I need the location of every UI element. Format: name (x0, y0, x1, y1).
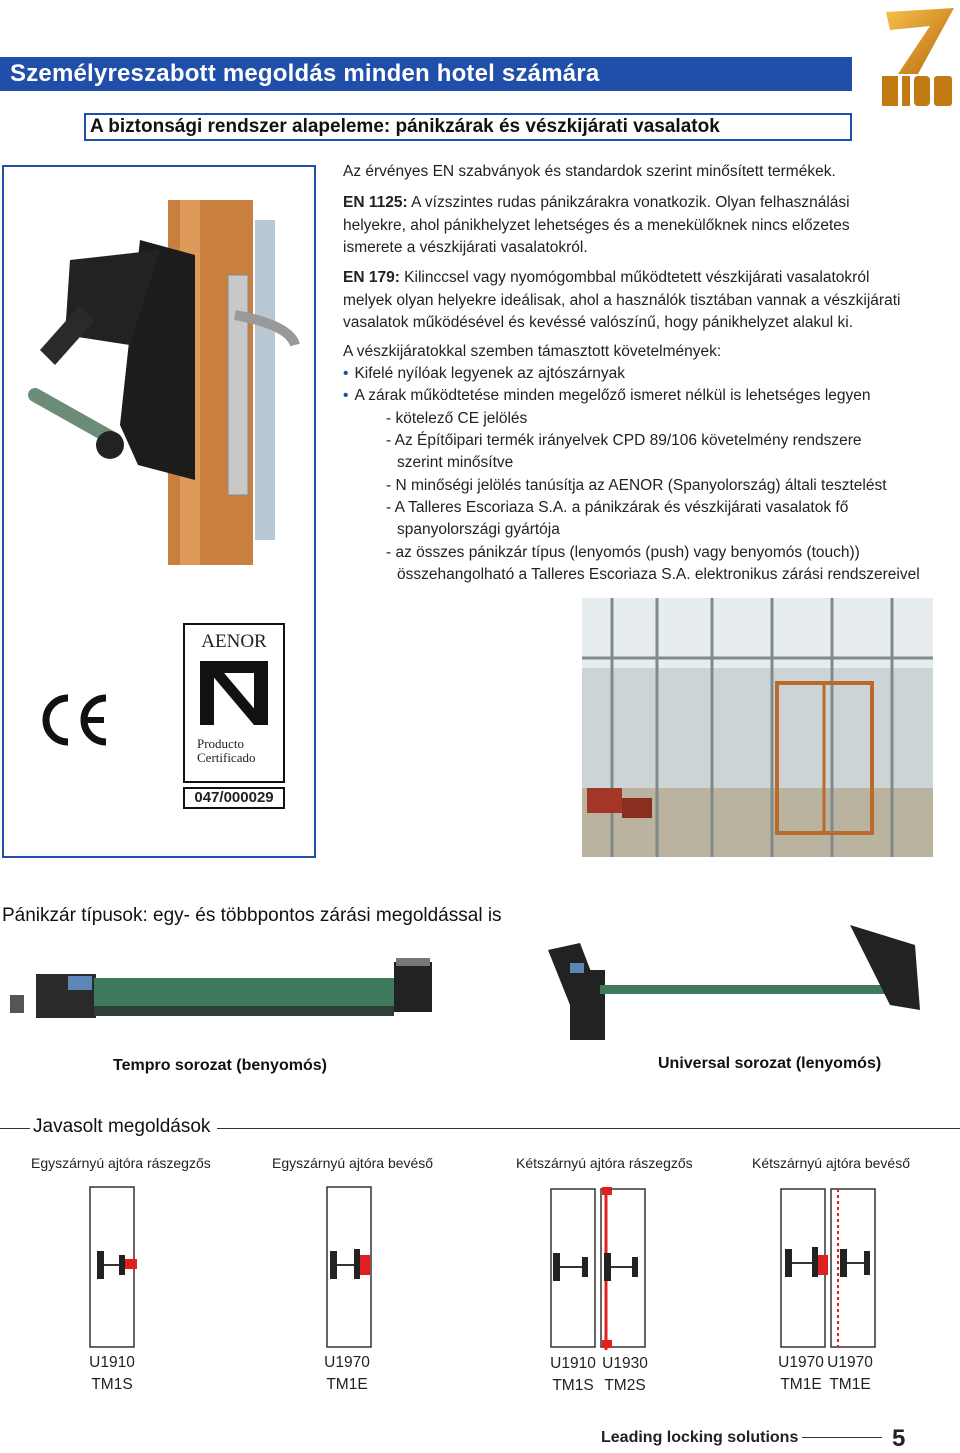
en179-block (343, 267, 943, 335)
code-3c: U1930 (602, 1355, 648, 1372)
intro-text: Az érvényes EN szabványok és standardok szerint minősített termékek. (343, 163, 836, 180)
requirement-detail-1: - kötelező CE jelölés (386, 410, 528, 427)
section-subtitle: A biztonsági rendszer alapeleme: pánikzárak és vészkijárati vasalatok (84, 113, 852, 141)
code-4c: U1970 (827, 1354, 873, 1371)
requirement-detail-5a: - az összes pánikzár típus (lenyomós (push) vagy benyomós (touch)) (386, 544, 860, 561)
requirement-detail-4a: - A Talleres Escoriaza S.A. a pánikzárak és vészkijárati vasalatok fő (386, 499, 849, 516)
requirement-detail-2b: szerint minősítve (397, 454, 514, 471)
en1125-block (343, 192, 943, 260)
requirement-bullet-1 (343, 363, 943, 386)
door-diagram-double-mortise (778, 1185, 883, 1350)
en179-line3: vasalatok működésével és kevéssé valószínű, hogy pánikhelyzet alakul ki. (343, 314, 854, 331)
door-diagram-single-mortise (320, 1185, 380, 1350)
en179-line1: Kilinccsel vagy nyomógombbal működtetett vészkijárati vasalatokról (399, 269, 870, 286)
code-2b: TM1E (326, 1376, 368, 1393)
aenor-label: AENOR (201, 631, 267, 652)
solution-label-1: Egyszárnyú ajtóra rászegzős (31, 1155, 211, 1171)
ce-mark-icon (38, 690, 110, 750)
solutions-rule-right (217, 1128, 960, 1129)
requirement-detail-4b: spanyolországi gyártója (397, 521, 560, 538)
requirements-intro: A vészkijáratokkal szemben támasztott követelmények: (343, 343, 722, 360)
hotel-lobby-photo (582, 598, 933, 857)
codes-4-right (823, 1352, 877, 1396)
en179-line2: melyek olyan helyekre ideálisak, ahol a használók tisztában vannak a vészkijárati (343, 291, 901, 309)
code-2a: U1970 (324, 1354, 370, 1371)
aenor-n-icon (196, 657, 272, 729)
code-4b: TM1E (780, 1376, 822, 1393)
en1125-label: EN 1125: (343, 194, 408, 211)
codes-2 (320, 1352, 374, 1396)
code-3b: TM1S (552, 1377, 594, 1394)
door-diagram-single-surface (85, 1185, 145, 1350)
panic-lever-photo (20, 195, 305, 570)
producto-label: Producto (197, 736, 244, 751)
codes-1 (85, 1352, 139, 1396)
requirement-bullet-2 (343, 385, 943, 408)
en1125-line3: ismerete a vészkijárati vasalatokról. (343, 239, 588, 256)
solution-label-3: Kétszárnyú ajtóra rászegzős (516, 1155, 693, 1171)
code-4a: U1970 (778, 1354, 824, 1371)
solutions-title: Javasolt megoldások (33, 1116, 211, 1137)
aenor-badge (183, 623, 285, 783)
bullet-2-text: A zárak működtetése minden megelőző ismeret nélkül is lehetséges legyen (354, 387, 871, 404)
en1125-line2: helyekre, ahol pánikhelyzet lehetséges és a menekülőknek nincs előzetes (343, 216, 850, 234)
requirement-detail-2a: - Az Építőipari termék irányelvek CPD 89/106 követelmény rendszere (386, 432, 862, 449)
panic-types-title: Pánikzár típusok: egy- és többpontos zárási megoldással is (2, 905, 502, 926)
universal-panic-bar-image (540, 915, 960, 1040)
tempro-panic-bar-image (8, 940, 458, 1030)
requirement-detail-5b: összehangolható a Talleres Escoriaza S.A. elektronikus zárási rendszereivel (397, 566, 920, 583)
tempro-caption: Tempro sorozat (benyomós) (113, 1057, 327, 1074)
requirement-detail-3: - N minőségi jelölés tanúsítja az AENOR (Spanyolország) általi tesztelést (386, 477, 887, 494)
code-3a: U1910 (550, 1355, 596, 1372)
cert-number: 047/000029 (183, 787, 285, 809)
page-number: 5 (892, 1425, 906, 1452)
universal-caption: Universal sorozat (lenyomós) (658, 1055, 882, 1072)
code-4d: TM1E (829, 1376, 871, 1393)
footer-rule (802, 1437, 882, 1438)
page-title: Személyreszabott megoldás minden hotel számára (0, 57, 852, 91)
codes-3-right (598, 1353, 652, 1397)
en179-label: EN 179: (343, 269, 400, 286)
solution-label-2: Egyszárnyú ajtóra bevéső (272, 1155, 434, 1171)
codes-3-left (546, 1353, 600, 1397)
certificado-label: Certificado (197, 750, 256, 765)
code-3d: TM2S (604, 1377, 646, 1394)
bullet-1-text: Kifelé nyílóak legyenek az ajtószárnyak (354, 365, 625, 382)
footer-tagline: Leading locking solutions (601, 1429, 799, 1446)
code-1a: U1910 (89, 1354, 135, 1371)
solution-label-4: Kétszárnyú ajtóra bevéső (752, 1155, 910, 1171)
ziur-logo (878, 4, 958, 114)
solutions-rule-left (0, 1128, 30, 1129)
code-1b: TM1S (91, 1376, 133, 1393)
en1125-line1: A vízszintes rudas pánikzárakra vonatkozik. Olyan felhasználási (407, 194, 850, 211)
door-diagram-double-surface (548, 1185, 653, 1350)
codes-4-left (774, 1352, 828, 1396)
